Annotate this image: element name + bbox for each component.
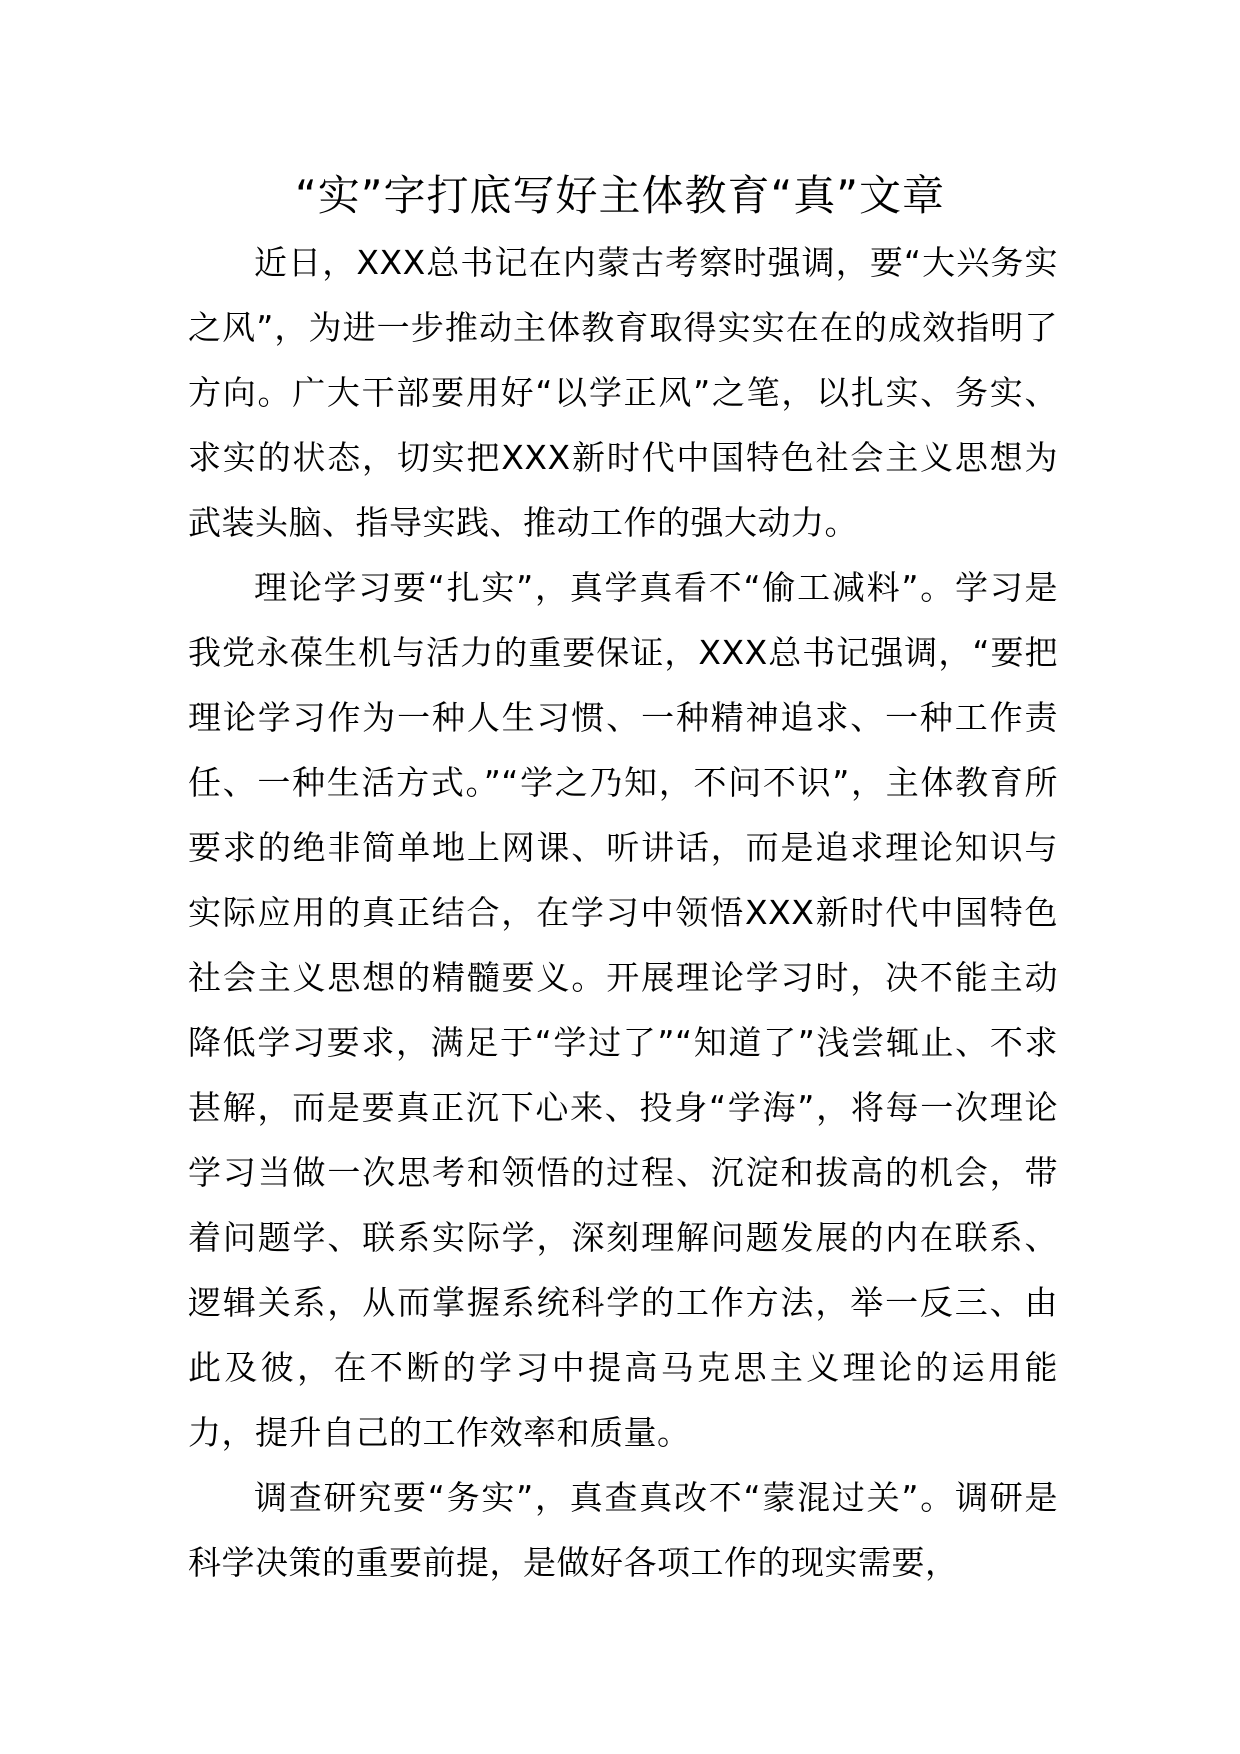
paragraph-investigation: 调查研究要“务实”，真查真改不“蒙混过关”。调研是科学决策的重要前提，是做好各项工作的现实需要， (188, 1478, 1058, 1582)
document-title: “实”字打底写好主体教育“真”文章 (294, 171, 946, 220)
document-body (188, 230, 1058, 1595)
paragraph-intro: 近日，XXX总书记在内蒙古考察时强调，要“大兴务实之风”，为进一步推动主体教育取得实实在在的成效指明了方向。广大干部要用好“以学正风”之笔，以扎实、务实、求实的状态，切实把XXX新时代中国特色社会主义思想为武装头脑、指导实践、推动工作的强大动力。 (188, 243, 1058, 542)
paragraph-theory-study: 理论学习要“扎实”，真学真看不“偷工减料”。学习是我党永葆生机与活力的重要保证，XXX总书记强调，“要把理论学习作为一种人生习惯、一种精神追求、一种工作责任、一种生活方式。”“学之乃知，不问不识”，主体教育所要求的绝非简单地上网课、听讲话，而是追求理论知识与实际应用的真正结合，在学习中领悟XXX新时代中国特色社会主义思想的精髓要义。开展理论学习时，决不能主动降低学习要求，满足于“学过了”“知道了”浅尝辄止、不求甚解，而是要真正沉下心来、投身“学海”，将每一次理论学习当做一次思考和领悟的过程、沉淀和拔高的机会，带着问题学、联系实际学，深刻理解问题发展的内在联系、逻辑关系，从而掌握系统科学的工作方法，举一反三、由此及彼，在不断的学习中提高马克思主义理论的运用能力，提升自己的工作效率和质量。 (188, 568, 1058, 1452)
